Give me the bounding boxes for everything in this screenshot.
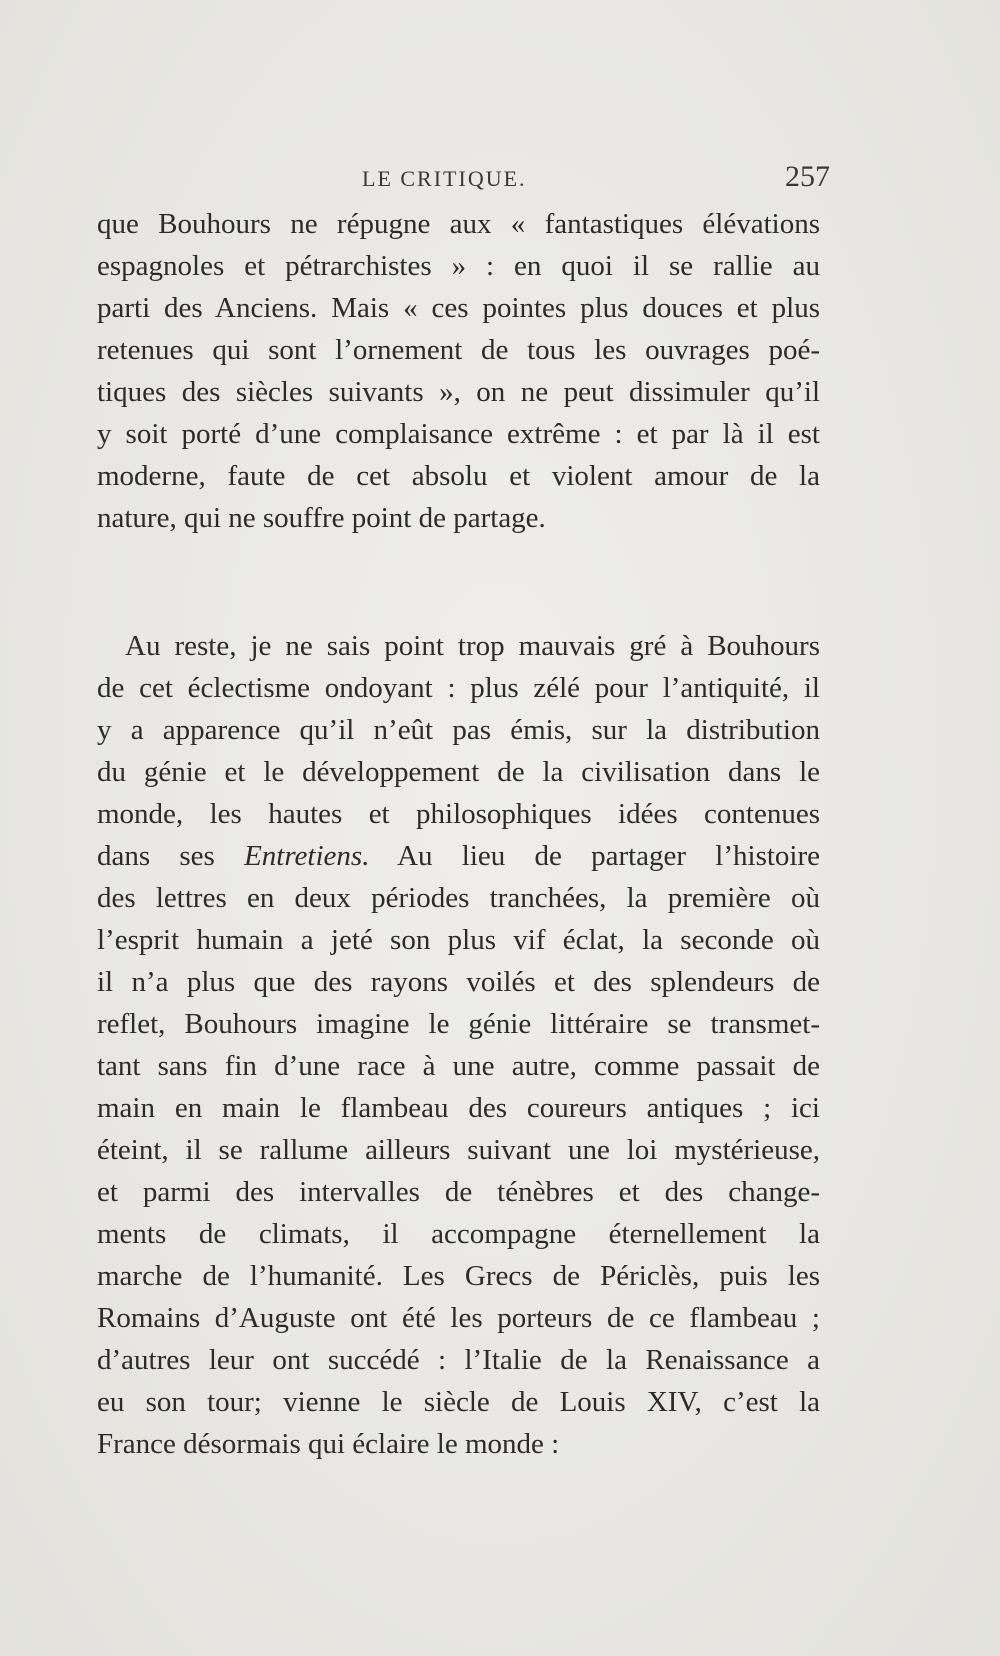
text-line-with-italic xyxy=(97,835,820,877)
text-line: il n’a plus que des rayons voilés et des splendeurs de xyxy=(97,966,820,998)
text-line: eu son tour; vienne le siècle de Louis XIV, c’est la xyxy=(97,1386,820,1418)
text-line: éteint, il se rallume ailleurs suivant une loi mystérieuse, xyxy=(97,1134,820,1166)
text-line: que Bouhours ne répugne aux « fantastiques élévations xyxy=(97,208,820,240)
text-line: marche de l’humanité. Les Grecs de Périclès, puis les xyxy=(97,1260,820,1292)
text-line: Au reste, je ne sais point trop mauvais gré à Bouhours xyxy=(125,630,820,662)
text-line: de cet éclectisme ondoyant : plus zélé pour l’antiquité, il xyxy=(97,672,820,704)
text-line: parti des Anciens. Mais « ces pointes plus douces et plus xyxy=(97,292,820,324)
text-line: espagnoles et pétrarchistes » : en quoi il se rallie au xyxy=(97,250,820,282)
text-line: France désormais qui éclaire le monde : xyxy=(97,1428,560,1460)
text-line: et parmi des intervalles de ténèbres et des change- xyxy=(97,1176,820,1208)
text-line: du génie et le développement de la civilisation dans le xyxy=(97,756,820,788)
text-segment: dans ses xyxy=(97,840,215,872)
running-title: LE CRITIQUE. xyxy=(362,166,527,191)
text-line: l’esprit humain a jeté son plus vif éclat, la seconde où xyxy=(97,924,820,956)
text-line: y soit porté d’une complaisance extrême : et par là il est xyxy=(97,418,820,450)
text-line: retenues qui sont l’ornement de tous les ouvrages poé- xyxy=(97,334,820,366)
text-line: tiques des siècles suivants », on ne peut dissimuler qu’il xyxy=(97,376,820,408)
italic-book-title: Entretiens. xyxy=(244,840,370,872)
page-number: 257 xyxy=(785,160,830,193)
text-line: monde, les hautes et philosophiques idées contenues xyxy=(97,798,820,830)
text-line: d’autres leur ont succédé : l’Italie de la Renaissance a xyxy=(97,1344,820,1376)
text-line: tant sans fin d’une race à une autre, comme passait de xyxy=(97,1050,820,1082)
text-line: main en main le flambeau des coureurs antiques ; ici xyxy=(97,1092,820,1124)
text-line: ments de climats, il accompagne éternellement la xyxy=(97,1218,820,1250)
text-line: moderne, faute de cet absolu et violent amour de la xyxy=(97,460,820,492)
running-head xyxy=(97,160,830,200)
paragraph-1 xyxy=(97,203,820,539)
text-segment: Au lieu de partager l’histoire xyxy=(397,840,821,872)
text-line: des lettres en deux périodes tranchées, la première où xyxy=(97,882,820,914)
text-line: Romains d’Auguste ont été les porteurs de ce flambeau ; xyxy=(97,1302,820,1334)
text-line: reflet, Bouhours imagine le génie littéraire se transmet- xyxy=(97,1008,820,1040)
text-line: nature, qui ne souffre point de partage. xyxy=(97,502,546,534)
paragraph-2 xyxy=(97,625,820,1465)
text-line: y a apparence qu’il n’eût pas émis, sur la distribution xyxy=(97,714,820,746)
